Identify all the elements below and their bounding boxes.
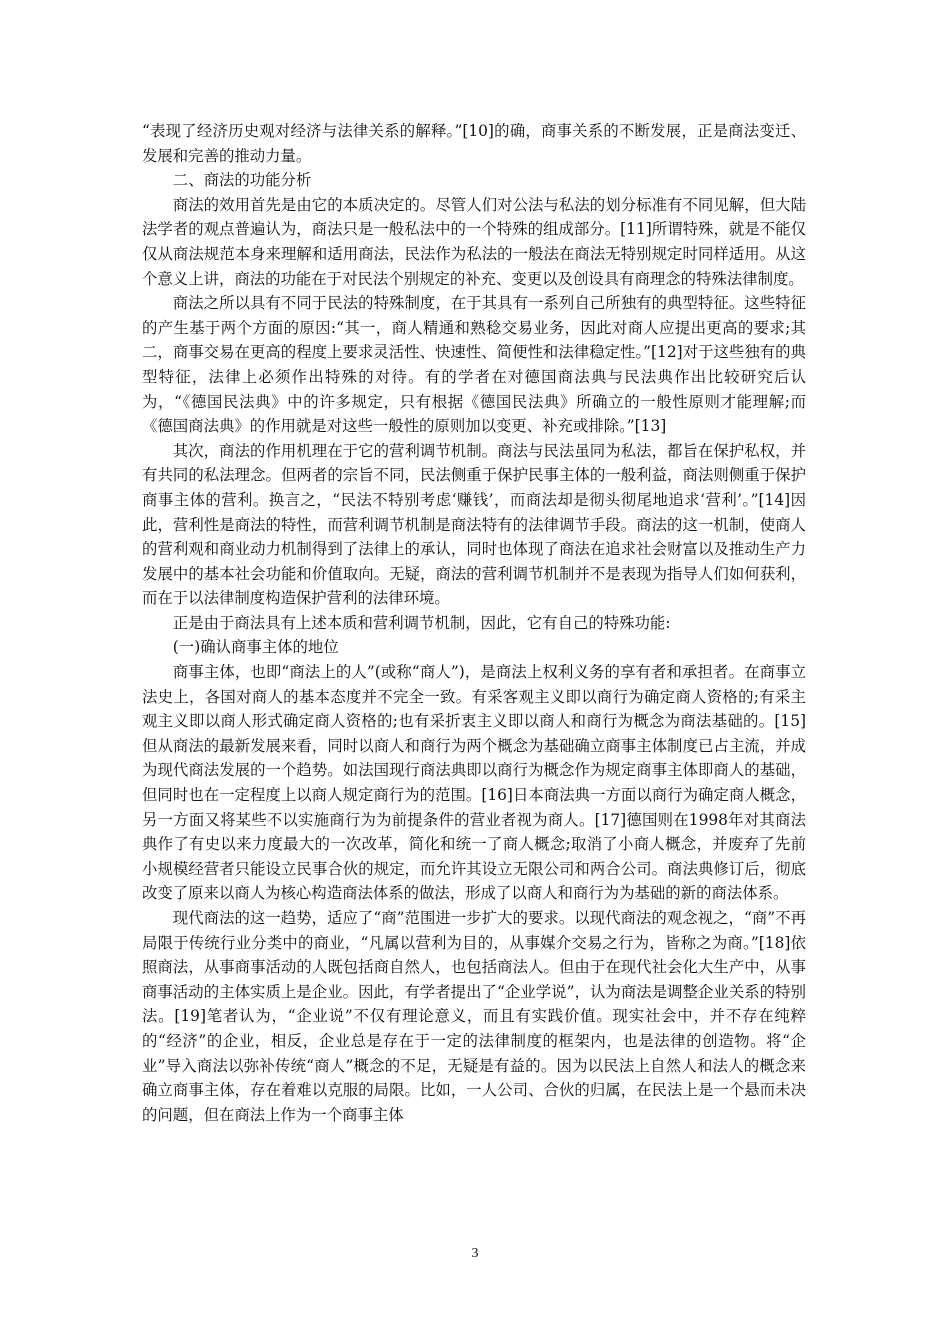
body-paragraph: 商事主体，也即“商法上的人”(或称“商人”)，是商法上权利义务的享有者和承担者。在商事立法史上，各国对商人的基本态度并不完全一致。有采客观主义即以商行为确定商人资格的;有采主观主义即以商人形式确定商人资格的;也有采折衷主义即以商人和商行为概念为商法基础的。[15]但从商法的最新发展来看，同时以商人和商行为两个概念为基础确立商事主体制度已占主流，并成为现代商法发展的一个趋势。如法国现行商法典即以商行为概念作为规定商事主体即商人的基础，但同时也在一定程度上以商人规定商行为的范围。[16]日本商法典一方面以商行为确定商人概念，另一方面又将某些不以实施商行为为前提条件的营业者视为商人。[17]德国则在1998年对其商法典作了有史以来力度最大的一次改革，简化和统一了商人概念;取消了小商人概念，并废弃了先前小规模经营者只能设立民事合伙的规定，而允许其设立无限公司和两合公司。商法典修订后，彻底改变了原来以商人为核心构造商法体系的做法，形成了以商人和商行为为基础的新的商法体系。 bbox=[142, 663, 806, 903]
body-paragraph: 正是由于商法具有上述本质和营利调节机制，因此，它有自己的特殊功能: bbox=[172, 613, 671, 632]
body-paragraph: “表现了经济历史观对经济与法律关系的解释。”[10]的确，商事关系的不断发展，正是商法变迁、发展和完善的推动力量。 bbox=[142, 122, 806, 165]
body-paragraph: 其次，商法的作用机理在于它的营利调节机制。商法与民法虽同为私法，都旨在保护私权，并有共同的私法理念。但两者的宗旨不同，民法侧重于保护民事主体的一般利益，商法则侧重于保护商事主体的营利。换言之，“民法不特别考虑‘赚钱’，而商法却是彻头彻尾地追求‘营利’。”[14]因此，营利性是商法的特性，而营利调节机制是商法特有的法律调节手段。商法的这一机制，使商人的营利观和商业动力机制得到了法律上的承认，同时也体现了商法在追求社会财富以及推动生产力发展中的基本社会功能和价值取向。无疑，商法的营利调节机制并不是表现为指导人们如何获利，而在于以法律制度构造保护营利的法律环境。 bbox=[142, 441, 806, 608]
body-paragraph: 商法的效用首先是由它的本质决定的。尽管人们对公法与私法的划分标准有不同见解，但大陆法学者的观点普遍认为，商法只是一般私法中的一个特殊的组成部分。[11]所谓特殊，就是不能仅仅从商法规范本身来理解和适用商法，民法作为私法的一般法在商法无特别规定时同样适用。从这个意义上讲，商法的功能在于对民法个别规定的补充、变更以及创设具有商理念的特殊法律制度。 bbox=[142, 195, 806, 288]
body-paragraph: 商法之所以具有不同于民法的特殊制度，在于其具有一系列自己所独有的典型特征。这些特征的产生基于两个方面的原因:“其一，商人精通和熟稔交易业务，因此对商人应提出更高的要求;其二，商事交易在更高的程度上要求灵活性、快速性、简便性和法律稳定性。”[12]对于这些独有的典型特征，法律上必须作出特殊的对待。有的学者在对德国商法典与民法典作出比较研究后认为，“《德国民法典》中的许多规定，只有根据《德国民法典》所确立的一般性原则才能理解;而《德国商法典》的作用就是对这些一般性的原则加以变更、补充或排除。”[13] bbox=[142, 294, 806, 436]
body-paragraph: 现代商法的这一趋势，适应了“商”范围进一步扩大的要求。以现代商法的观念视之，“商”不再局限于传统行业分类中的商业，“凡属以营利为目的，从事媒介交易之行为，皆称之为商。”[18]依照商法，从事商事活动的人既包括商自然人，也包括商法人。但由于在现代社会化大生产中，从事商事活动的主体实质上是企业。因此，有学者提出了“企业学说”，认为商法是调整企业关系的特别法。[19]笔者认为，“企业说”不仅有理论意义，而且有实践价值。现实社会中，并不存在纯粹的“经济”的企业，相反，企业总是存在于一定的法律制度的框架内，也是法律的创造物。将“企业”导入商法以弥补传统“商人”概念的不足，无疑是有益的。因为以民法上自然人和法人的概念来确立商事主体，存在着难以克服的局限。比如，一人公司、合伙的归属，在民法上是一个悬而未决的问题，但在商法上作为一个商事主体 bbox=[142, 909, 806, 1124]
subsection-heading: (一)确认商事主体的地位 bbox=[172, 638, 339, 657]
document-body bbox=[142, 119, 806, 1127]
section-heading: 二、商法的功能分析 bbox=[172, 171, 312, 190]
page-number: 3 bbox=[471, 1246, 479, 1261]
